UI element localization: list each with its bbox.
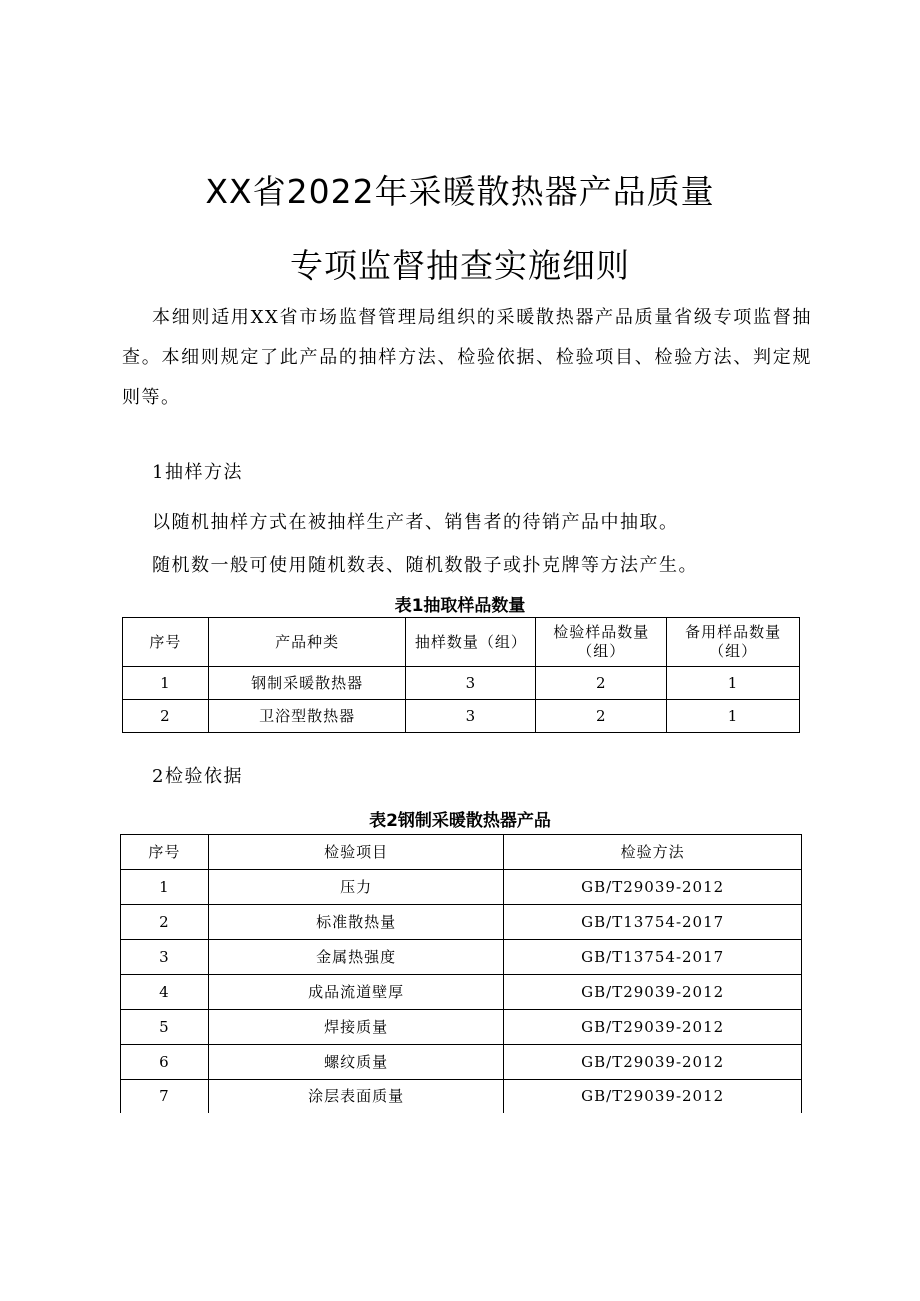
table-row [121,975,802,1010]
table-cell: 压力 [208,870,503,905]
table-cell: 6 [121,1045,209,1080]
table-cell: 2 [536,667,667,700]
table-cell: 焊接质量 [208,1010,503,1045]
table-row [121,940,802,975]
table1-caption: 表1抽取样品数量 [394,596,526,616]
table-header-row [121,835,802,870]
document-title-line2: 专项监督抽查实施细则 [290,246,630,285]
table-row [121,905,802,940]
table-cell: 3 [406,667,536,700]
table-cell: 3 [406,700,536,733]
table-cell: 1 [123,667,209,700]
table-cell: 7 [121,1080,209,1114]
inspection-items-table [120,834,802,1113]
table-cell: 1 [667,667,800,700]
header-cell: 产品种类 [208,618,406,667]
header-cell: 检验方法 [504,835,802,870]
table-row [123,700,800,733]
table-row [123,667,800,700]
table-cell: 2 [121,905,209,940]
table-cell: 螺纹质量 [208,1045,503,1080]
header-cell: 检验项目 [208,835,503,870]
table-cell: 标准散热量 [208,905,503,940]
table-cell: 涂层表面质量 [208,1080,503,1114]
table-cell: 成品流道壁厚 [208,975,503,1010]
table-row [121,870,802,905]
table-cell: 1 [667,700,800,733]
section2-heading: 2检验依据 [152,766,243,787]
table-cell: GB/T29039-2012 [504,870,802,905]
table-cell: 5 [121,1010,209,1045]
intro-paragraph: 本细则适用XX省市场监督管理局组织的采暖散热器产品质量省级专项监督抽查。本细则规定了此产品的抽样方法、检验依据、检验项目、检验方法、判定规则等。 [122,307,812,408]
table-cell: GB/T29039-2012 [504,1045,802,1080]
table-row [121,1010,802,1045]
table-cell: GB/T29039-2012 [504,1010,802,1045]
header-cell: 抽样数量（组） [406,618,536,667]
table2-caption: 表2钢制采暖散热器产品 [369,811,551,831]
table-cell: 1 [121,870,209,905]
table-row [121,1080,802,1114]
header-cell: 序号 [123,618,209,667]
table-cell: 金属热强度 [208,940,503,975]
table-cell: GB/T29039-2012 [504,1080,802,1114]
header-cell: 备用样品数量（组） [667,618,800,667]
table-cell: 3 [121,940,209,975]
table-cell: GB/T29039-2012 [504,975,802,1010]
table-row [121,1045,802,1080]
table-cell: GB/T13754-2017 [504,940,802,975]
header-cell: 检验样品数量（组） [536,618,667,667]
section1-paragraph-1: 以随机抽样方式在被抽样生产者、销售者的待销产品中抽取。 [152,512,679,533]
sample-quantity-table [122,617,800,733]
table-cell: 4 [121,975,209,1010]
section1-paragraph-2: 随机数一般可使用随机数表、随机数骰子或扑克牌等方法产生。 [152,555,698,576]
table-cell: 2 [123,700,209,733]
table-header-row [123,618,800,667]
table-cell: 2 [536,700,667,733]
section1-heading: 1抽样方法 [152,462,243,483]
document-title-line1: XX省2022年采暖散热器产品质量 [205,172,715,211]
table-cell: GB/T13754-2017 [504,905,802,940]
header-cell: 序号 [121,835,209,870]
table-cell: 卫浴型散热器 [208,700,406,733]
table-cell: 钢制采暖散热器 [208,667,406,700]
